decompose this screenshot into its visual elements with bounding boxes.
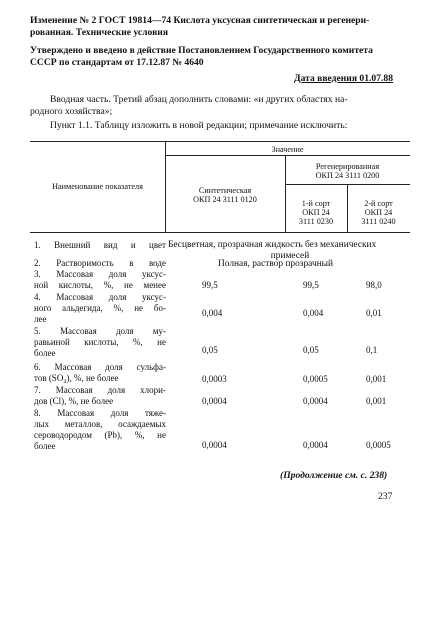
row-appearance-value-cont: примесей — [270, 251, 310, 261]
row-acid-grade1: 99,5 — [303, 280, 319, 290]
header-regenerated: Регенерированная — [315, 162, 380, 171]
header-grade2-okp: ОКП 24 — [364, 208, 393, 217]
page-number: 237 — [378, 491, 393, 502]
row-sulfates-label-1: 6. Массовая доля сульфа- — [34, 362, 166, 372]
row-acid-label-2: ной кислоты, %, не менее — [34, 280, 166, 290]
header-grade2: 2-й сорт — [364, 199, 393, 208]
header-grade2-code: 3111 0240 — [361, 217, 396, 226]
row-metals-grade2: 0,0005 — [366, 440, 391, 450]
row-chlorides-synth: 0,0004 — [202, 396, 227, 406]
header-indicator-name: Наименование показателя — [52, 182, 143, 191]
approval-line2: СССР по стандартам от 17.12.87 № 4640 — [30, 57, 204, 68]
amendment-title-line2: рованная. Технические условия — [30, 27, 169, 38]
row-appearance-label: 1. Внешний вид и цвет — [34, 240, 166, 250]
intro-paragraph-line2: родного хозяйства»; — [30, 106, 113, 117]
row-chlorides-label-2: дов (Cl), %, не более — [34, 396, 114, 406]
header-grade1-okp: ОКП 24 — [302, 208, 330, 217]
row-sulfates-synth: 0,0003 — [202, 374, 227, 384]
continuation-note: (Продолжение см. с. 238) — [280, 470, 388, 481]
row-metals-label-3: сероводородом (Pb), %, не — [34, 430, 166, 440]
header-synthetic-okp: ОКП 24 3111 0120 — [193, 195, 257, 204]
row-metals-label-4: более — [34, 441, 56, 451]
row-metals-grade1: 0,0004 — [303, 440, 328, 450]
row-acid-label-1: 3. Массовая доля уксус- — [34, 269, 166, 279]
row-solubility-label: 2. Растворимость в воде — [34, 258, 166, 268]
clause-paragraph: Пункт 1.1. Таблицу изложить в новой редакции; примечание исключить: — [50, 120, 348, 131]
row-chlorides-label-1: 7. Массовая доля хлори- — [34, 385, 166, 395]
row-chlorides-grade1: 0,0004 — [303, 396, 328, 406]
table-header-bottom-rule — [30, 232, 410, 233]
header-synthetic: Синтетическая — [198, 186, 252, 195]
header-grade1-code: 3111 0230 — [298, 217, 334, 226]
header-regenerated-okp: ОКП 24 3111 0200 — [315, 171, 380, 180]
row-formic-label-1: 5. Массовая доля му- — [34, 326, 166, 336]
row-aldehyde-label-1: 4. Массовая доля уксус- — [34, 292, 166, 302]
value-header-rule — [165, 155, 410, 156]
row-aldehyde-synth: 0,004 — [202, 308, 223, 318]
row-aldehyde-label-2: ного альдегида, %, не бо- — [34, 303, 166, 313]
row-metals-label-1: 8. Массовая доля тяже- — [34, 408, 166, 418]
amendment-title-line1: Изменение № 2 ГОСТ 19814—74 Кислота уксусная синтетическая и регенери- — [30, 15, 370, 26]
row-solubility-value: Полная, раствор прозрачный — [218, 259, 333, 269]
header-value: Значение — [271, 145, 304, 154]
table-top-rule — [30, 141, 410, 142]
row-acid-grade2: 98,0 — [366, 280, 382, 290]
row-appearance-value: Бесцветная, прозрачная жидкость без механических — [168, 240, 377, 250]
row-aldehyde-grade1: 0,004 — [303, 308, 324, 318]
row-formic-synth: 0,05 — [202, 345, 218, 355]
row-sulfates-label-2: тов (SO₄), %, не более — [34, 373, 119, 383]
row-metals-synth: 0,0004 — [202, 440, 227, 450]
row-sulfates-grade2: 0,001 — [366, 374, 387, 384]
row-chlorides-grade2: 0,001 — [366, 396, 387, 406]
row-formic-label-3: более — [34, 348, 56, 358]
row-formic-grade2: 0,1 — [366, 345, 378, 355]
row-metals-label-2: лых металлов, осаждаемых — [34, 419, 166, 429]
row-acid-synth: 99,5 — [202, 280, 218, 290]
row-formic-grade1: 0,05 — [303, 345, 319, 355]
row-formic-label-2: равьиной кислоты, %, не — [34, 337, 166, 347]
intro-paragraph-line1: Вводная часть. Третий абзац дополнить словами: «и других областях на- — [50, 94, 348, 105]
header-grade1: 1-й сорт — [301, 199, 331, 208]
approval-line1: Утверждено и введено в действие Постановлением Государственного комитета — [30, 45, 373, 56]
effective-date: Дата введения 01.07.88 — [294, 73, 394, 84]
row-sulfates-grade1: 0,0005 — [303, 374, 328, 384]
row-aldehyde-grade2: 0,01 — [366, 308, 382, 318]
row-aldehyde-label-3: лее — [34, 314, 47, 324]
